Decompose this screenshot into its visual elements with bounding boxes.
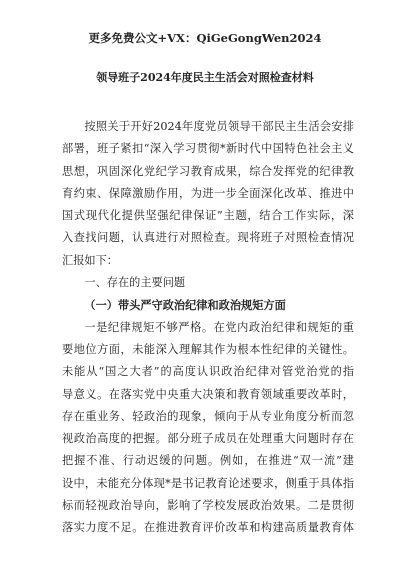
paragraph-line: 设中，未能充分体现*是书记教育论述要求，侧重于具体指 — [62, 476, 354, 490]
intro-line: 部署，班子紧扣“深入学习贯彻*新时代中国特色社会主义 — [62, 142, 354, 156]
paragraph-line: 导意义。在落实党中央重大决策和教育领域重要改革时， — [62, 387, 354, 401]
promo-header: 更多免费公文+VX：QiGeGongWen2024 — [88, 31, 322, 45]
intro-line: 思想，巩固深化党纪学习教育成果，综合发挥党的纪律教 — [62, 164, 354, 178]
intro-line: 按照关于开好2024年度党员领导干部民主生活会安排 — [84, 120, 354, 133]
paragraph-line: 要地位方面，未能深入理解其作为根本性纪律的关键性。 — [62, 342, 354, 356]
document-body — [62, 116, 354, 540]
subsection-heading: （一）带头严守政治纪律和政治规矩方面 — [84, 298, 286, 313]
paragraph-line: 标而轻视政治导向，影响了学校发展政治效果。二是贯彻 — [62, 499, 354, 513]
paragraph-line: 未能从“国之大者”的高度认识政治纪律对管党治党的指 — [62, 365, 354, 379]
paragraph-line: 落实力度不足。在推进教育评价改革和构建高质量教育体 — [62, 521, 354, 535]
intro-line: 汇报如下： — [62, 253, 118, 267]
intro-line: 入查找问题，认真进行对照检查。现将班子对照检查情况 — [62, 231, 354, 245]
paragraph-line: 存在重业务、轻政治的现象，倾向于从专业角度分析而忽 — [62, 409, 354, 423]
paragraph-line: 视政治高度的把握。部分班子成员在处理重大问题时存在 — [62, 432, 354, 446]
section-heading: 一、存在的主要问题 — [84, 276, 186, 290]
paragraph-line: 一是纪律规矩不够严格。在党内政治纪律和规矩的重 — [84, 320, 354, 334]
intro-line: 育约束、保障激励作用，为进一步全面深化改革、推进中 — [62, 186, 354, 200]
paragraph-line: 把握不准、行动迟缓的问题。例如，在推进“双一流”建 — [62, 454, 354, 468]
intro-line: 国式现代化提供坚强纪律保证”主题，结合工作实际，深 — [62, 209, 354, 223]
document-title: 领导班子2024年度民主生活会对照检查材料 — [96, 71, 314, 84]
